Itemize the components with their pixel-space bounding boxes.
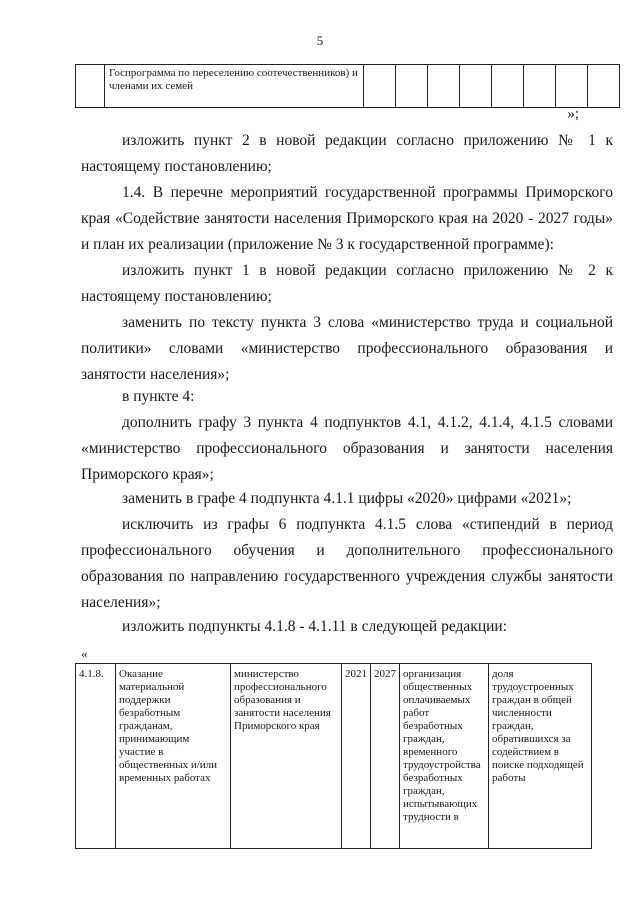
paragraph-3 [81,258,613,310]
table-cell [588,65,620,108]
table-cell [556,65,588,108]
paragraph-text: изложить пункт 1 в новой редакции согласно приложению № 2 к настоящему постановлению; [81,262,613,305]
program-name-cell: Госпрограмма по переселению соотечественников) и членами их семей [105,65,364,108]
paragraph-4 [81,310,613,388]
year-end-cell: 2027 [371,664,400,849]
opening-quote: « [81,646,88,661]
table-cell [524,65,556,108]
measures-table [75,663,592,849]
table-cell [364,65,396,108]
paragraph-7 [81,486,613,512]
table-cell [492,65,524,108]
closing-quote: »; [567,106,579,122]
paragraph-text: в пункте 4: [122,388,195,405]
paragraph-text: изложить пункт 2 в новой редакции согласно приложению № 1 к настоящему постановлению; [81,132,613,175]
page-number: 5 [316,33,324,48]
indicator-cell: доля трудоустроенных граждан в общей численности граждан, обратившихся за содействием в поиске подходящей работы [489,664,592,849]
paragraph-5 [81,384,613,410]
result-cell: организация общественных оплачиваемых работ безработных граждан, временного трудоустройства безработных граждан, испытывающих трудности в [400,664,489,849]
executor-cell: министерство профессионального образования и занятости населения Приморского края [231,664,342,849]
table-cell [396,65,428,108]
table-row [76,664,592,849]
paragraph-text: дополнить графу 3 пункта 4 подпунктов 4.1, 4.1.2, 4.1.4, 4.1.5 словами «министерство профессионального образования и занятости населения Приморского края»; [81,414,613,483]
measure-name-cell: Оказание материальной поддержки безработным гражданам, принимающим участие в общественных и/или временных работах [116,664,231,849]
paragraph-text: исключить из графы 6 подпункта 4.1.5 слова «стипендий в период профессионального обучения и дополнительного профессионального образования по направлению государственного учреждения службы занятости населения»; [81,516,613,611]
paragraph-text: заменить по тексту пункта 3 слова «министерство труда и социальной политики» словами «министерство профессионального образования и занятости населения»; [81,314,613,383]
paragraph-8 [81,512,613,616]
paragraph-2 [81,180,613,258]
year-start-cell: 2021 [342,664,371,849]
table-row [76,65,620,108]
paragraph-9 [81,614,613,640]
paragraph-text: заменить в графе 4 подпункта 4.1.1 цифры «2020» цифрами «2021»; [122,490,572,507]
paragraph-text: 1.4. В перечне мероприятий государственной программы Приморского края «Содействие занятости населения Приморского края на 2020 - 2027 годы» и план их реализации (приложение № 3 к государственной программе): [81,184,613,253]
paragraph-1 [81,128,613,180]
row-number-cell: 4.1.8. [76,664,116,849]
table-cell [428,65,460,108]
table-cell [460,65,492,108]
program-table-fragment [75,64,620,108]
paragraph-6 [81,410,613,488]
table-cell [76,65,105,108]
paragraph-text: изложить подпункты 4.1.8 - 4.1.11 в следующей редакции: [122,618,508,635]
